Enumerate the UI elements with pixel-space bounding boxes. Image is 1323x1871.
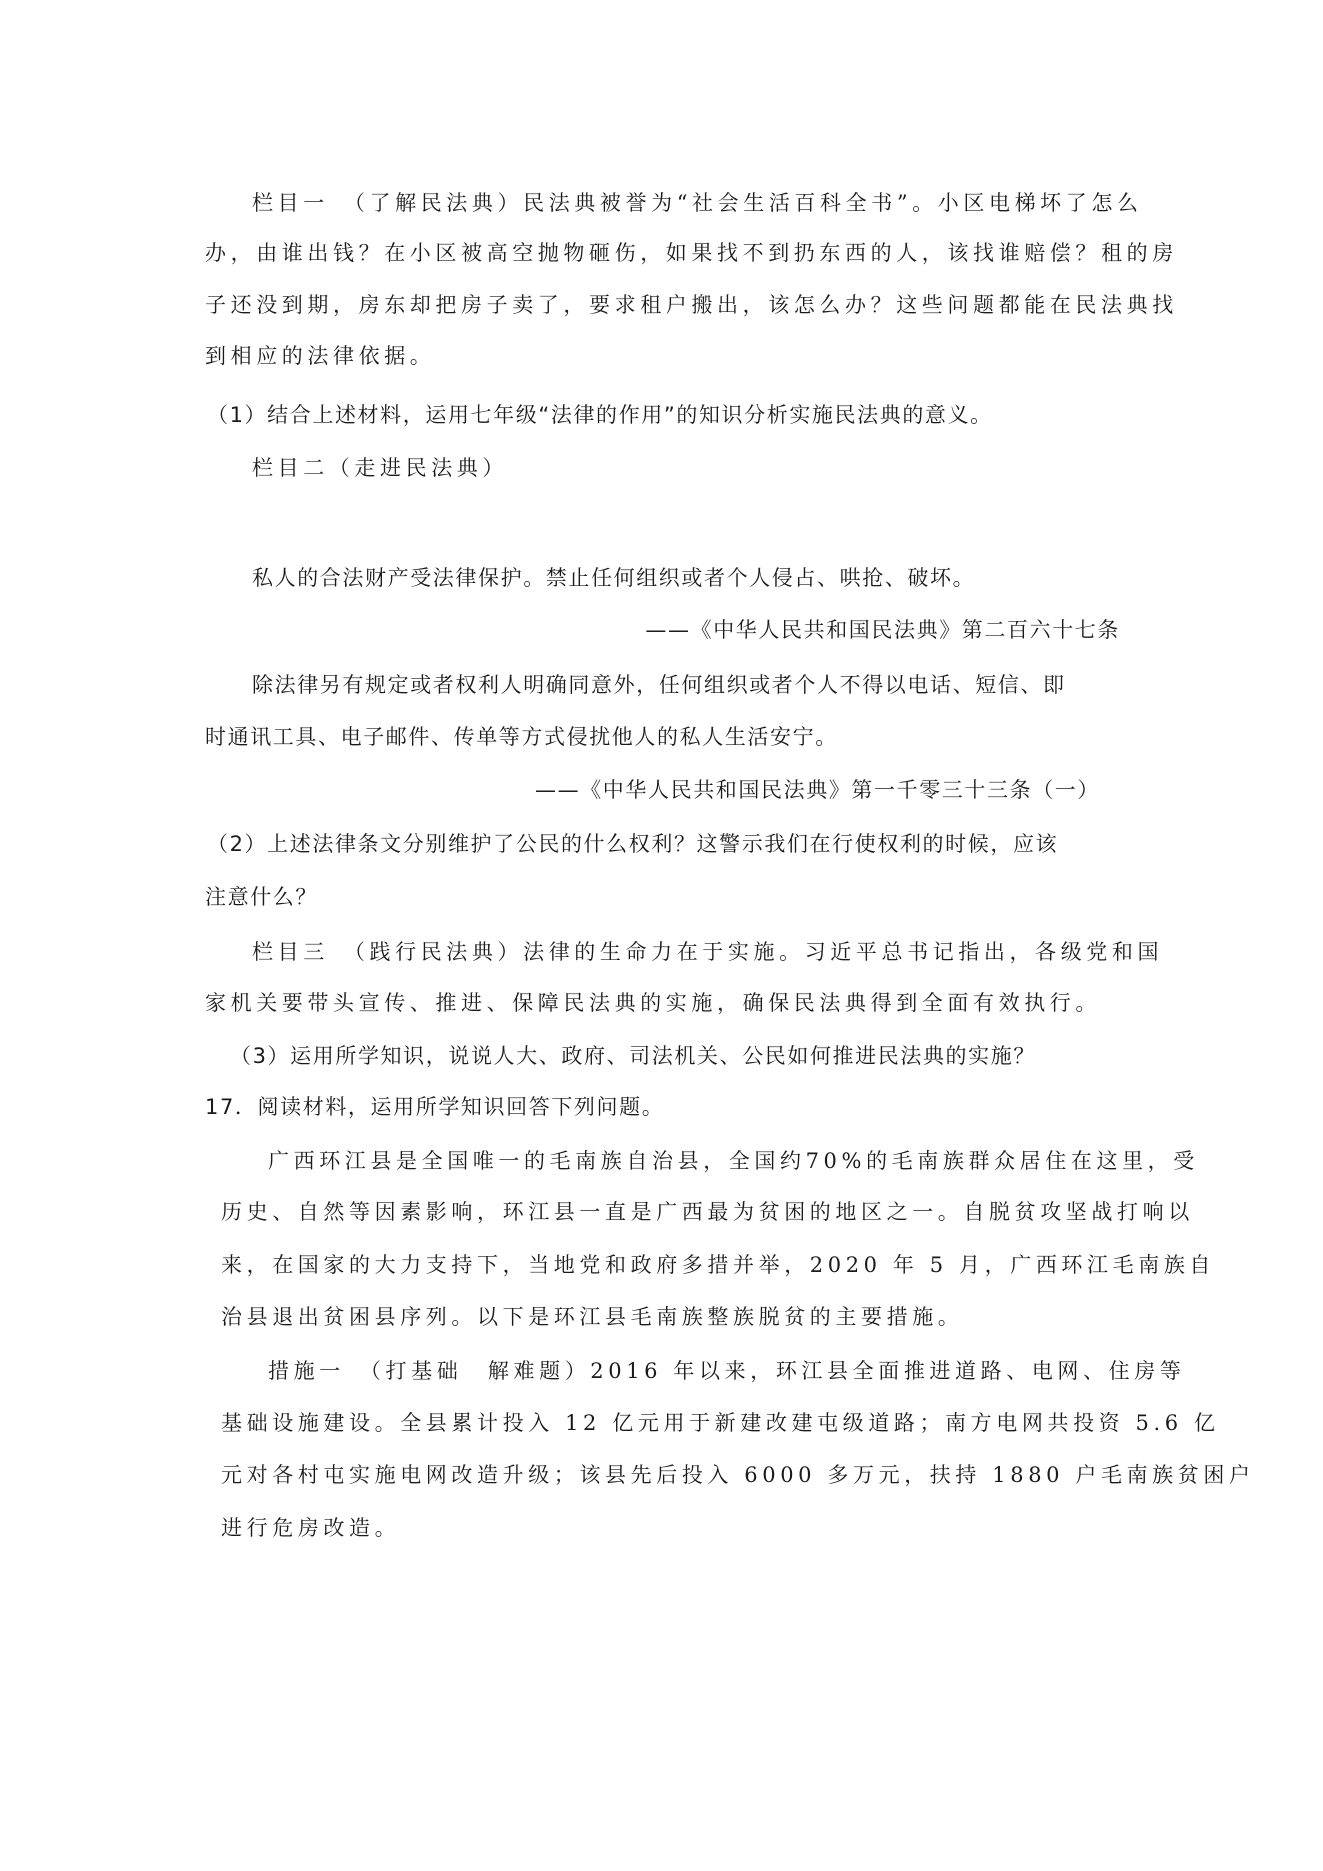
question-2-line: （2）上述法律条文分别维护了公民的什么权利？这警示我们在行使权利的时候，应该 [207,832,1059,856]
article-1033-line: 除法律另有规定或者权利人明确同意外，任何组织或者个人不得以电话、短信、即 [252,673,1066,697]
section1-line: 栏目一 （了解民法典）民法典被誉为“社会生活百科全书”。小区电梯坏了怎么 [252,191,1143,215]
q17-measure1-line: 进行危房改造。 [221,1516,401,1540]
section1-line: 到相应的法律依据。 [205,344,436,368]
q17-measure1-line: 基础设施建设。全县累计投入 12 亿元用于新建改建屯级道路；南方电网共投资 5.6 亿 [221,1411,1220,1435]
article-267-text: 私人的合法财产受法律保护。禁止任何组织或者个人侵占、哄抢、破坏。 [252,566,976,590]
section3-line: 家机关要带头宣传、推进、保障民法典的实施，确保民法典得到全面有效执行。 [205,991,1101,1015]
question-17-prompt: 17．阅读材料，运用所学知识回答下列问题。 [205,1095,665,1119]
q17-intro-line: 来，在国家的大力支持下，当地党和政府多措并举，2020 年 5 月，广西环江毛南族自 [221,1253,1216,1277]
question-2-line: 注意什么？ [205,885,318,909]
section3-line: 栏目三 （践行民法典）法律的生命力在于实施。习近平总书记指出，各级党和国 [252,940,1164,964]
article-1033-line: 时通讯工具、电子邮件、传单等方式侵扰他人的私人生活安宁。 [205,725,838,749]
question-1: （1）结合上述材料，运用七年级“法律的作用”的知识分析实施民法典的意义。 [207,403,993,427]
question-3: （3）运用所学知识，说说人大、政府、司法机关、公民如何推进民法典的实施？ [230,1044,1036,1068]
article-267-source: ——《中华人民共和国民法典》第二百六十七条 [645,618,1120,642]
q17-intro-line: 治县退出贫困县序列。以下是环江县毛南族整族脱贫的主要措施。 [221,1305,964,1329]
q17-measure1-line: 措施一 （打基础 解难题）2016 年以来，环江县全面推进道路、电网、住房等 [268,1359,1186,1383]
q17-intro-line: 历史、自然等因素影响，环江县一直是广西最为贫困的地区之一。自脱贫攻坚战打响以 [221,1200,1194,1224]
q17-measure1-line: 元对各村屯实施电网改造升级；该县先后投入 6000 多万元，扶持 1880 户毛南族贫困户 [221,1463,1255,1487]
section1-line: 子还没到期，房东却把房子卖了，要求租户搬出，该怎么办？这些问题都能在民法典找 [205,293,1178,317]
article-1033-source: ——《中华人民共和国民法典》第一千零三十三条（一） [535,778,1100,802]
q17-intro-line: 广西环江县是全国唯一的毛南族自治县，全国约70%的毛南族群众居住在这里，受 [268,1149,1199,1173]
section1-line: 办，由谁出钱？在小区被高空抛物砸伤，如果找不到扔东西的人，该找谁赔偿？租的房 [205,241,1178,265]
section2-heading: 栏目二（走进民法典） [252,456,508,480]
